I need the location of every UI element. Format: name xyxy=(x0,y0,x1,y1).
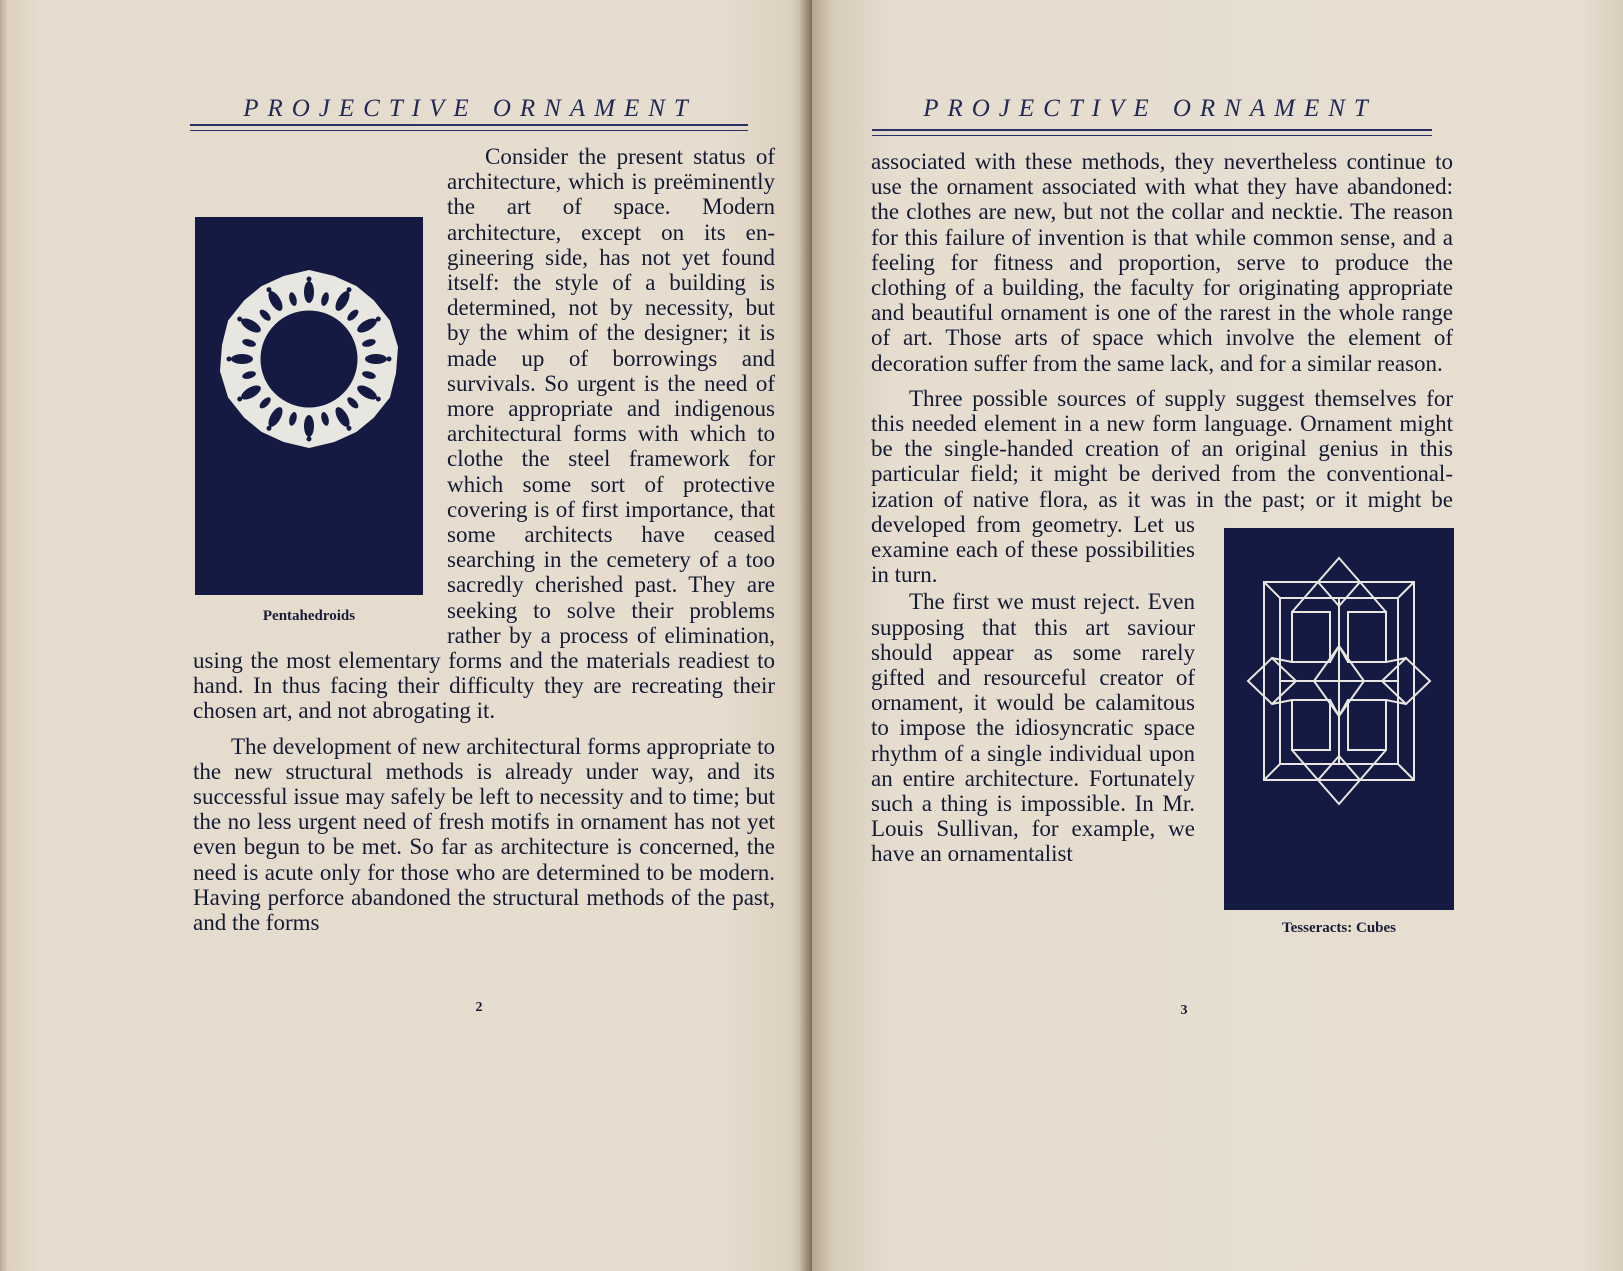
left-page-body xyxy=(193,144,775,935)
right-page xyxy=(812,0,1623,1271)
figure-spacer xyxy=(1195,515,1453,925)
header-rule xyxy=(190,124,748,131)
running-head: PROJECTIVE ORNAMENT xyxy=(243,95,697,122)
paragraph: The first we must reject. Even supposing that this art saviour should appear as some rarely gifted and resourceful creator of ornament, it would be calamitous to impose the idiosyncratic space rhythm of a single individual upon an entire architecture. Fortunately such a thing is impossible. In Mr. Louis Sullivan, for example, we have an ornamentalist xyxy=(871,589,1195,867)
header-rule xyxy=(872,129,1432,136)
running-head: PROJECTIVE ORNAMENT xyxy=(923,95,1377,122)
paragraph: Consider the present status of architecture, which is preëminently the art of space. Modern architecture, except on its engineering side, has not yet found itself: the style of a building is determined, not by necessity, but by the whim of the designer; it is made up of borrowings and survivals. So urgent is the need of more appropriate and indigenous architectural forms with which to clothe the steel framework for which some sort of protective covering is of first importance, that some architects have ceased searching in the cemetery of a too sacredly cherished past. They are seeking to solve their problems rather by a process of elimination, using the most elementary forms and the materials readiest to hand. In thus facing their difficulty they are recreating their chosen art, and not abrogating it. xyxy=(193,144,775,724)
figure-caption: Pentahedroids xyxy=(262,608,356,624)
paragraph: associated with these methods, they nevertheless continue to use the ornament associated with what they have abandoned: the clothes are new, but not the collar and necktie. The reason for this failure of invention is that while common sense, and a feeling for fitness and proportion, serve to produce the clothing of a building, the faculty for originating appropriate and beautiful ornament is one of the rarest in the whole range of art. Those arts of space which involve the element of decoration suffer from the same lack, and for a similar reason. xyxy=(871,149,1453,376)
page-number: 2 xyxy=(475,1000,483,1015)
paragraph: Three possible sources of supply suggest themselves for this needed element in a new form language. Ornament might be the single-handed creation of an original genius in this particular field; it might be derived from the conventionalization of native flora, as it was in the past; or it might be developed from geometry. Let us examine each of these possibilities in turn. xyxy=(871,385,1453,588)
figure-caption: Tesseracts: Cubes xyxy=(1281,920,1397,936)
paragraph: The development of new architectural forms appropriate to the new structural methods is already under way, and its successful issue may safely be left to necessity and to time; but the no less urgent need of fresh motifs in ornament has not yet even begun to be met. So far as architecture is concerned, the need is acute only for those who are determined to be modern. Having perforce abandoned the structural methods of the past, and the forms xyxy=(193,733,775,936)
figure-spacer xyxy=(193,144,447,647)
page-number: 3 xyxy=(1180,1003,1188,1018)
right-page-body xyxy=(871,149,1453,925)
